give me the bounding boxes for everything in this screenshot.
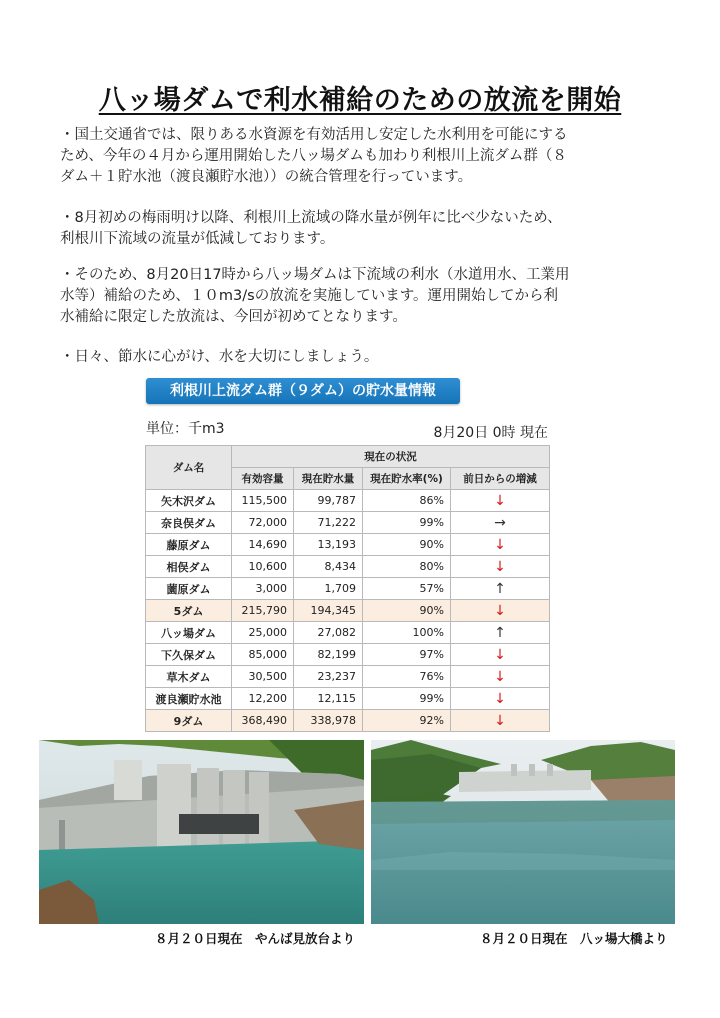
capacity-cell: 25,000 xyxy=(232,622,294,644)
header-daily-change: 前日からの増減 xyxy=(451,468,550,490)
daily-change-cell: ↓ xyxy=(451,710,550,732)
dam-name-cell: 奈良俣ダム xyxy=(146,512,232,534)
capacity-cell: 12,200 xyxy=(232,688,294,710)
table-row xyxy=(146,534,550,556)
dam-name-cell: 矢木沢ダム xyxy=(146,490,232,512)
table-row xyxy=(146,578,550,600)
paragraph-line: ため、今年の４月から運用開始した八ッ場ダムも加わり利根川上流ダム群（８ xyxy=(60,148,567,164)
daily-change-cell: ↓ xyxy=(451,490,550,512)
current-storage-cell: 23,237 xyxy=(294,666,363,688)
storage-rate-cell: 80% xyxy=(363,556,451,578)
table-row xyxy=(146,644,550,666)
current-storage-cell: 194,345 xyxy=(294,600,363,622)
dam-name-cell: 5ダム xyxy=(146,600,232,622)
dam-name-cell: 相俣ダム xyxy=(146,556,232,578)
daily-change-cell: ↑ xyxy=(451,578,550,600)
unit-label: 単位：千m3 xyxy=(146,421,225,437)
current-storage-cell: 99,787 xyxy=(294,490,363,512)
paragraph-save-water xyxy=(60,347,660,368)
storage-rate-cell: 76% xyxy=(363,666,451,688)
as-of-label: 8月20日 0時 現在 xyxy=(433,425,548,441)
daily-change-cell: ↓ xyxy=(451,600,550,622)
dam-name-cell: 藤原ダム xyxy=(146,534,232,556)
dam-name-cell: 渡良瀬貯水池 xyxy=(146,688,232,710)
table-row xyxy=(146,490,550,512)
daily-change-cell: ↑ xyxy=(451,622,550,644)
table-row xyxy=(146,666,550,688)
storage-rate-cell: 57% xyxy=(363,578,451,600)
dam-photo-bridge xyxy=(371,740,675,924)
daily-change-cell: ↓ xyxy=(451,556,550,578)
capacity-cell: 30,500 xyxy=(232,666,294,688)
capacity-cell: 85,000 xyxy=(232,644,294,666)
storage-rate-cell: 100% xyxy=(363,622,451,644)
header-current-storage: 現在貯水量 xyxy=(294,468,363,490)
header-capacity: 有効容量 xyxy=(232,468,294,490)
current-storage-cell: 338,978 xyxy=(294,710,363,732)
current-storage-cell: 82,199 xyxy=(294,644,363,666)
storage-rate-cell: 86% xyxy=(363,490,451,512)
header-storage-rate: 現在貯水率(%) xyxy=(363,468,451,490)
storage-rate-cell: 99% xyxy=(363,512,451,534)
header-current-status: 現在の状況 xyxy=(232,446,550,468)
table-row xyxy=(146,688,550,710)
dam-name-cell: 下久保ダム xyxy=(146,644,232,666)
page-title: 八ッ場ダムで利水補給のための放流を開始 xyxy=(98,85,622,116)
capacity-cell: 72,000 xyxy=(232,512,294,534)
paragraph-low-rainfall xyxy=(60,208,660,250)
daily-change-cell: ↓ xyxy=(451,688,550,710)
table-row xyxy=(146,600,550,622)
capacity-cell: 10,600 xyxy=(232,556,294,578)
dam-name-cell: 八ッ場ダム xyxy=(146,622,232,644)
paragraph-line: ・8月初めの梅雨明け以降、利根川上流域の降水量が例年に比べ少ないため、 xyxy=(60,210,562,226)
paragraph-line: ダム＋１貯水池（渡良瀬貯水池））の統合管理を行っています。 xyxy=(60,169,473,185)
paragraph-line: ・そのため、8月20日17時から八ッ場ダムは下流域の利水（水道用水、工業用 xyxy=(60,267,570,283)
capacity-cell: 14,690 xyxy=(232,534,294,556)
paragraph-line: 利根川下流域の流量が低減しております。 xyxy=(60,231,335,247)
storage-banner: 利根川上流ダム群（９ダム）の貯水量情報 xyxy=(146,378,460,404)
current-storage-cell: 8,434 xyxy=(294,556,363,578)
storage-rate-cell: 99% xyxy=(363,688,451,710)
paragraph-line: 水補給に限定した放流は、今回が初めてとなります。 xyxy=(60,309,407,325)
dam-name-cell: 草木ダム xyxy=(146,666,232,688)
photo-caption-bridge: ８月２０日現在 八ッ場大橋より xyxy=(480,931,668,946)
table-row xyxy=(146,622,550,644)
current-storage-cell: 13,193 xyxy=(294,534,363,556)
dam-name-cell: 9ダム xyxy=(146,710,232,732)
table-row xyxy=(146,512,550,534)
dam-name-cell: 薗原ダム xyxy=(146,578,232,600)
paragraph-line: 水等）補給のため、１０m3/sの放流を実施しています。運用開始してから利 xyxy=(60,288,559,304)
paragraph-discharge xyxy=(60,265,660,328)
current-storage-cell: 27,082 xyxy=(294,622,363,644)
paragraph-line: ・日々、節水に心がけ、水を大切にしましょう。 xyxy=(60,349,379,365)
table-row xyxy=(146,710,550,732)
paragraph-integrated-management xyxy=(60,125,660,188)
storage-rate-cell: 92% xyxy=(363,710,451,732)
capacity-cell: 368,490 xyxy=(232,710,294,732)
current-storage-cell: 1,709 xyxy=(294,578,363,600)
storage-table xyxy=(145,445,550,732)
capacity-cell: 215,790 xyxy=(232,600,294,622)
storage-rate-cell: 90% xyxy=(363,534,451,556)
dam-photo-observation-deck xyxy=(39,740,364,924)
paragraph-line: ・国土交通省では、限りある水資源を有効活用し安定した水利用を可能にする xyxy=(60,127,568,143)
storage-rate-cell: 97% xyxy=(363,644,451,666)
current-storage-cell: 71,222 xyxy=(294,512,363,534)
daily-change-cell: → xyxy=(451,512,550,534)
header-dam-name: ダム名 xyxy=(146,446,232,490)
daily-change-cell: ↓ xyxy=(451,534,550,556)
current-storage-cell: 12,115 xyxy=(294,688,363,710)
table-row xyxy=(146,556,550,578)
capacity-cell: 3,000 xyxy=(232,578,294,600)
daily-change-cell: ↓ xyxy=(451,666,550,688)
photo-caption-observation-deck: ８月２０日現在 やんば見放台より xyxy=(155,931,356,946)
daily-change-cell: ↓ xyxy=(451,644,550,666)
capacity-cell: 115,500 xyxy=(232,490,294,512)
storage-rate-cell: 90% xyxy=(363,600,451,622)
